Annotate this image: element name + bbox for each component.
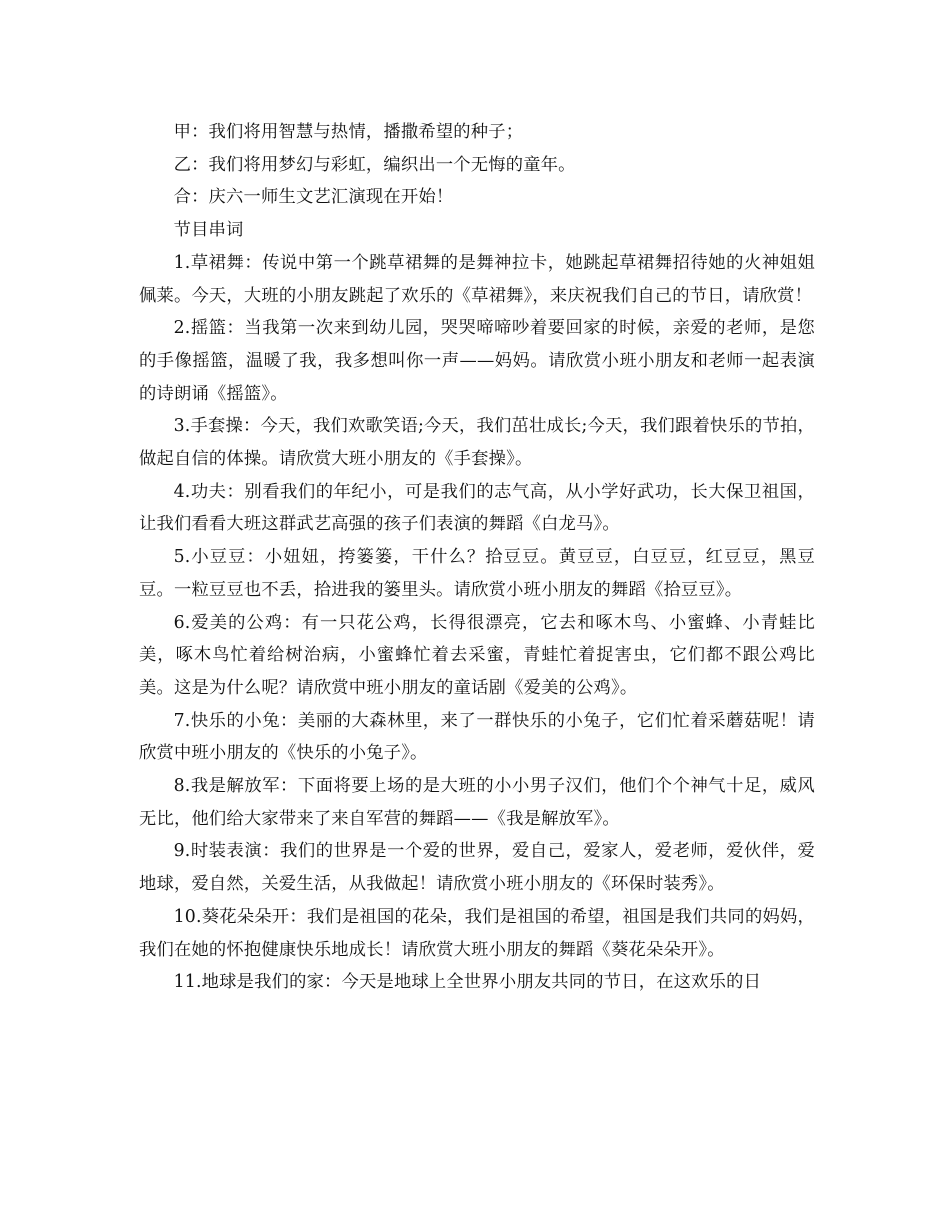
document-body — [139, 116, 815, 999]
program-item-4: 4.功夫：别看我们的年纪小，可是我们的志气高，从小学好武功，长大保卫祖国，让我们看看大班这群武艺高强的孩子们表演的舞蹈《白龙马》。 — [139, 481, 815, 535]
program-item-8: 8.我是解放军：下面将要上场的是大班的小小男子汉们，他们个个神气十足，威风无比，他们给大家带来了来自军营的舞蹈——《我是解放军》。 — [139, 776, 815, 829]
program-item-3: 3.手套操：今天，我们欢歌笑语;今天，我们茁壮成长;今天，我们跟着快乐的节拍，做起自信的体操。请欣赏大班小朋友的《手套操》。 — [139, 416, 815, 470]
program-item-1: 1.草裙舞：传说中第一个跳草裙舞的是舞神拉卡，她跳起草裙舞招待她的火神姐姐佩莱。今天，大班的小朋友跳起了欢乐的《草裙舞》，来庆祝我们自己的节日，请欣赏！ — [139, 252, 815, 306]
paragraph-host-a: 甲：我们将用智慧与热情，播撒希望的种子； — [173, 122, 524, 142]
program-item-11: 11.地球是我们的家：今天是地球上全世界小朋友共同的节日，在这欢乐的日 — [173, 972, 762, 993]
paragraph-hosts-together: 合：庆六一师生文艺汇演现在开始！ — [173, 187, 454, 208]
program-item-6: 6.爱美的公鸡：有一只花公鸡，长得很漂亮，它去和啄木鸟、小蜜蜂、小青蛙比美，啄木鸟忙着给树治病，小蜜蜂忙着去采蜜，青蛙忙着捉害虫，它们都不跟公鸡比美。这是为什么呢？请欣赏中班小朋友的童话剧《爱美的公鸡》。 — [139, 612, 815, 698]
paragraph-host-b: 乙：我们将用梦幻与彩虹，编织出一个无悔的童年。 — [173, 154, 576, 175]
program-item-5: 5.小豆豆：小妞妞，挎篓篓，干什么？拾豆豆。黄豆豆，白豆豆，红豆豆，黑豆豆。一粒豆豆也不丢，拾进我的篓里头。请欣赏小班小朋友的舞蹈《拾豆豆》。 — [139, 547, 815, 600]
program-item-2: 2.摇篮：当我第一次来到幼儿园，哭哭啼啼吵着要回家的时候，亲爱的老师，是您的手像摇篮，温暖了我，我多想叫你一声——妈妈。请欣赏小班小朋友和老师一起表演的诗朗诵《摇篮》。 — [139, 318, 815, 404]
section-heading: 节目串词 — [173, 220, 244, 241]
program-item-7: 7.快乐的小兔：美丽的大森林里，来了一群快乐的小兔子，它们忙着采蘑菇呢！请欣赏中班小朋友的《快乐的小兔子》。 — [139, 710, 815, 764]
program-item-9: 9.时装表演：我们的世界是一个爱的世界，爱自己，爱家人，爱老师，爱伙伴，爱地球，爱自然，关爱生活，从我做起！请欣赏小班小朋友的《环保时装秀》。 — [139, 841, 815, 895]
program-item-10: 10.葵花朵朵开：我们是祖国的花朵，我们是祖国的希望，祖国是我们共同的妈妈，我们在她的怀抱健康快乐地成长！请欣赏大班小朋友的舞蹈《葵花朵朵开》。 — [139, 906, 815, 960]
